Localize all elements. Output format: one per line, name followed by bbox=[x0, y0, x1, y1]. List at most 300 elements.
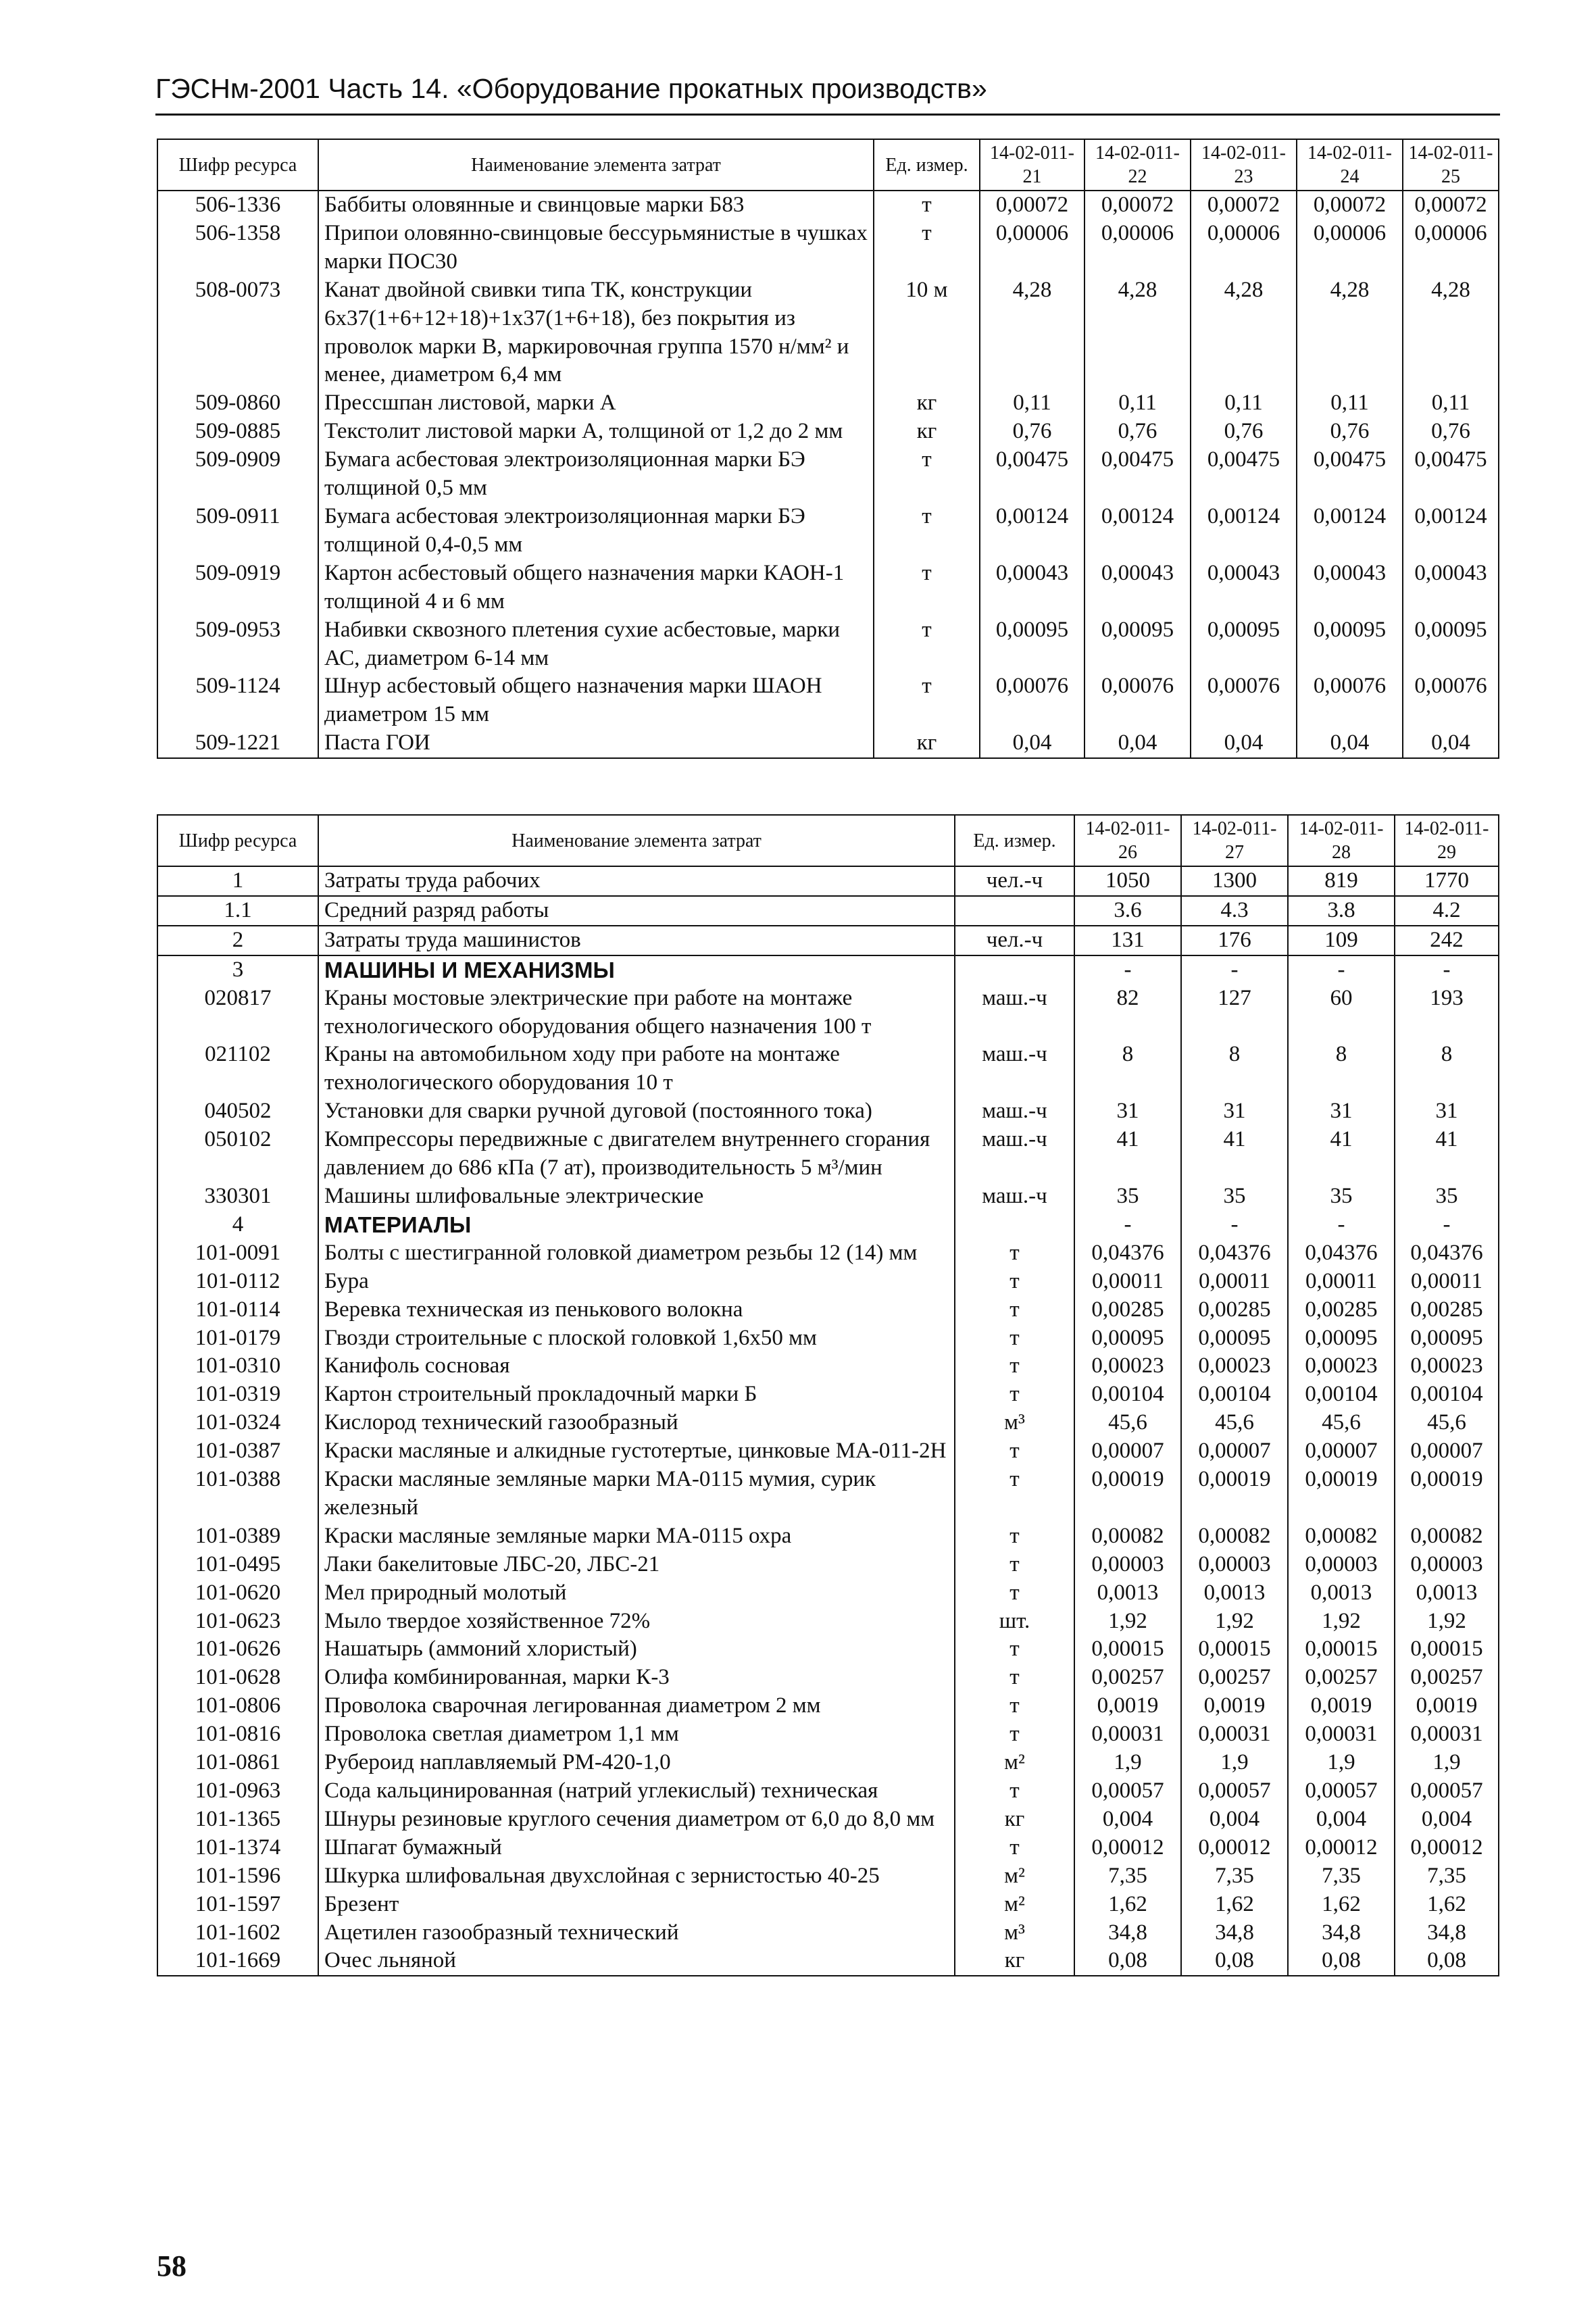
cell-unit: т bbox=[955, 1834, 1074, 1862]
cell-resource-code: 509-0885 bbox=[157, 418, 318, 446]
table-row bbox=[157, 1268, 1499, 1296]
cell-norm-value: 127 bbox=[1181, 985, 1288, 1041]
cell-norm-value: 0,08 bbox=[1288, 1947, 1395, 1976]
table-row bbox=[157, 866, 1499, 896]
table-row bbox=[157, 418, 1499, 446]
resource-table-1 bbox=[157, 139, 1499, 759]
cell-item-name: Шнур асбестовый общего назначения марки ШАОН диаметром 15 мм bbox=[318, 672, 874, 729]
table-row bbox=[157, 446, 1499, 503]
cell-norm-value: 0,00095 bbox=[1074, 1324, 1181, 1353]
cell-norm-value: 8 bbox=[1181, 1041, 1288, 1097]
cell-norm-value: 0,00006 bbox=[1084, 220, 1191, 276]
table-row bbox=[157, 896, 1499, 926]
cell-norm-value: 0,00104 bbox=[1074, 1380, 1181, 1409]
table-row bbox=[157, 1777, 1499, 1806]
col-header-norm: 14-02-011-24 bbox=[1297, 139, 1403, 191]
cell-norm-value: 0,00124 bbox=[1191, 503, 1297, 559]
cell-resource-code: 101-0091 bbox=[157, 1239, 318, 1268]
cell-norm-value: 0,00475 bbox=[980, 446, 1084, 503]
cell-norm-value: 0,00023 bbox=[1181, 1352, 1288, 1380]
cell-norm-value: 34,8 bbox=[1288, 1919, 1395, 1947]
col-header-norm: 14-02-011-26 bbox=[1074, 815, 1181, 866]
cell-norm-value: 35 bbox=[1288, 1183, 1395, 1211]
cell-norm-value: 0,00095 bbox=[1288, 1324, 1395, 1353]
cell-item-name: Текстолит листовой марки А, толщиной от 1,2 до 2 мм bbox=[318, 418, 874, 446]
cell-resource-code: 101-0816 bbox=[157, 1720, 318, 1749]
cell-norm-value: 41 bbox=[1288, 1126, 1395, 1183]
cell-resource-code: 101-0628 bbox=[157, 1664, 318, 1692]
cell-resource-code: 101-0324 bbox=[157, 1409, 318, 1437]
cell-norm-value: 4,28 bbox=[1403, 276, 1499, 390]
cell-norm-value: 0,00475 bbox=[1084, 446, 1191, 503]
cell-norm-value: 4,28 bbox=[1084, 276, 1191, 390]
table-row bbox=[157, 559, 1499, 616]
cell-resource-code: 040502 bbox=[157, 1097, 318, 1126]
cell-norm-value: 0,00285 bbox=[1181, 1296, 1288, 1324]
cell-unit: т bbox=[874, 503, 980, 559]
table-row bbox=[157, 1919, 1499, 1947]
cell-item-name: Шпагат бумажный bbox=[318, 1834, 955, 1862]
cell-norm-value: 0,04 bbox=[1403, 729, 1499, 758]
cell-resource-code: 509-0953 bbox=[157, 616, 318, 673]
cell-norm-value: 1,9 bbox=[1395, 1749, 1499, 1777]
cell-resource-code: 101-0495 bbox=[157, 1551, 318, 1579]
cell-norm-value: 0,00095 bbox=[1191, 616, 1297, 673]
cell-norm-value: 0,00006 bbox=[1191, 220, 1297, 276]
cell-unit: т bbox=[955, 1239, 1074, 1268]
cell-norm-value: 0,00015 bbox=[1288, 1635, 1395, 1664]
cell-resource-code: 101-1374 bbox=[157, 1834, 318, 1862]
cell-norm-value: 0,00257 bbox=[1288, 1664, 1395, 1692]
col-header-code: Шифр ресурса bbox=[157, 139, 318, 191]
cell-norm-value: 0,00285 bbox=[1074, 1296, 1181, 1324]
cell-norm-value: 0,00019 bbox=[1395, 1466, 1499, 1522]
cell-item-name: МАТЕРИАЛЫ bbox=[318, 1211, 955, 1239]
cell-resource-code: 4 bbox=[157, 1211, 318, 1239]
col-header-norm: 14-02-011-22 bbox=[1084, 139, 1191, 191]
table-row bbox=[157, 729, 1499, 758]
col-header-norm: 14-02-011-21 bbox=[980, 139, 1084, 191]
table-row bbox=[157, 1352, 1499, 1380]
cell-item-name: Краски масляные земляные марки МА-0115 охра bbox=[318, 1522, 955, 1551]
cell-resource-code: 509-1221 bbox=[157, 729, 318, 758]
table-row bbox=[157, 276, 1499, 390]
cell-norm-value: 7,35 bbox=[1181, 1862, 1288, 1891]
cell-item-name: Средний разряд работы bbox=[318, 896, 955, 926]
cell-norm-value: 0,00475 bbox=[1297, 446, 1403, 503]
cell-item-name: Веревка техническая из пенькового волокна bbox=[318, 1296, 955, 1324]
cell-norm-value: 45,6 bbox=[1181, 1409, 1288, 1437]
cell-norm-value: 0,00015 bbox=[1074, 1635, 1181, 1664]
cell-item-name: Установки для сварки ручной дуговой (постоянного тока) bbox=[318, 1097, 955, 1126]
cell-unit: т bbox=[955, 1692, 1074, 1720]
cell-unit: т bbox=[874, 191, 980, 220]
cell-norm-value: 0,08 bbox=[1395, 1947, 1499, 1976]
cell-norm-value: 1,9 bbox=[1181, 1749, 1288, 1777]
cell-norm-value: 0,00095 bbox=[1084, 616, 1191, 673]
cell-resource-code: 101-0387 bbox=[157, 1437, 318, 1466]
cell-unit: т bbox=[955, 1268, 1074, 1296]
cell-unit bbox=[955, 896, 1074, 926]
cell-item-name: Краски масляные земляные марки МА-0115 мумия, сурик железный bbox=[318, 1466, 955, 1522]
cell-norm-value: 0,00076 bbox=[1403, 672, 1499, 729]
cell-item-name: Паста ГОИ bbox=[318, 729, 874, 758]
cell-resource-code: 509-0909 bbox=[157, 446, 318, 503]
cell-norm-value: 0,00003 bbox=[1288, 1551, 1395, 1579]
col-header-unit: Ед. измер. bbox=[955, 815, 1074, 866]
cell-norm-value: 1,62 bbox=[1395, 1891, 1499, 1919]
cell-norm-value: 7,35 bbox=[1288, 1862, 1395, 1891]
cell-unit: м³ bbox=[955, 1919, 1074, 1947]
cell-norm-value: 0,04 bbox=[1297, 729, 1403, 758]
cell-norm-value: 0,00072 bbox=[1191, 191, 1297, 220]
cell-norm-value: 0,00072 bbox=[1084, 191, 1191, 220]
cell-norm-value: 0,00043 bbox=[980, 559, 1084, 616]
cell-resource-code: 050102 bbox=[157, 1126, 318, 1183]
table-row bbox=[157, 1862, 1499, 1891]
cell-norm-value: 0,00124 bbox=[1297, 503, 1403, 559]
cell-norm-value: 0,004 bbox=[1074, 1806, 1181, 1834]
cell-unit: т bbox=[955, 1777, 1074, 1806]
cell-item-name: Компрессоры передвижные с двигателем внутреннего сгорания давлением до 686 кПа (7 ат), производительность 5 м³/мин bbox=[318, 1126, 955, 1183]
cell-resource-code: 506-1358 bbox=[157, 220, 318, 276]
cell-norm-value: 0,04376 bbox=[1074, 1239, 1181, 1268]
cell-norm-value: 4,28 bbox=[1191, 276, 1297, 390]
cell-norm-value: 0,76 bbox=[1084, 418, 1191, 446]
table-row bbox=[157, 1522, 1499, 1551]
cell-norm-value: 0,00011 bbox=[1074, 1268, 1181, 1296]
cell-norm-value: 0,00285 bbox=[1395, 1296, 1499, 1324]
cell-norm-value: 0,00095 bbox=[1403, 616, 1499, 673]
cell-norm-value: 0,00104 bbox=[1288, 1380, 1395, 1409]
cell-unit: чел.-ч bbox=[955, 866, 1074, 896]
table-row bbox=[157, 1409, 1499, 1437]
table-row bbox=[157, 1664, 1499, 1692]
cell-norm-value: 0,00011 bbox=[1181, 1268, 1288, 1296]
cell-norm-value: 41 bbox=[1074, 1126, 1181, 1183]
cell-unit: м³ bbox=[955, 1409, 1074, 1437]
cell-unit: т bbox=[955, 1551, 1074, 1579]
cell-unit: т bbox=[874, 672, 980, 729]
table-body bbox=[157, 191, 1499, 758]
cell-norm-value: 0,0013 bbox=[1074, 1579, 1181, 1608]
table-row bbox=[157, 1380, 1499, 1409]
col-header-norm: 14-02-011-28 bbox=[1288, 815, 1395, 866]
cell-resource-code: 101-1596 bbox=[157, 1862, 318, 1891]
cell-norm-value: 1,62 bbox=[1181, 1891, 1288, 1919]
cell-unit bbox=[955, 955, 1074, 985]
cell-norm-value: 60 bbox=[1288, 985, 1395, 1041]
cell-unit: кг bbox=[874, 389, 980, 418]
cell-norm-value: 0,00012 bbox=[1395, 1834, 1499, 1862]
cell-norm-value: 176 bbox=[1181, 926, 1288, 955]
table-row bbox=[157, 1324, 1499, 1353]
cell-resource-code: 101-0626 bbox=[157, 1635, 318, 1664]
cell-norm-value: 1,92 bbox=[1181, 1608, 1288, 1636]
cell-norm-value: 0,00003 bbox=[1181, 1551, 1288, 1579]
cell-unit: маш.-ч bbox=[955, 1126, 1074, 1183]
table-row bbox=[157, 1834, 1499, 1862]
page-number: 58 bbox=[157, 2249, 186, 2283]
cell-norm-value: 0,00019 bbox=[1181, 1466, 1288, 1522]
cell-norm-value: 34,8 bbox=[1181, 1919, 1288, 1947]
cell-norm-value: 0,0019 bbox=[1395, 1692, 1499, 1720]
col-header-unit: Ед. измер. bbox=[874, 139, 980, 191]
cell-norm-value: 0,00003 bbox=[1074, 1551, 1181, 1579]
table-row bbox=[157, 1806, 1499, 1834]
cell-norm-value: 0,11 bbox=[1084, 389, 1191, 418]
col-header-code: Шифр ресурса bbox=[157, 815, 318, 866]
cell-unit: шт. bbox=[955, 1608, 1074, 1636]
cell-norm-value: 41 bbox=[1395, 1126, 1499, 1183]
cell-resource-code: 509-0919 bbox=[157, 559, 318, 616]
cell-norm-value: 0,04376 bbox=[1288, 1239, 1395, 1268]
table-row bbox=[157, 1437, 1499, 1466]
cell-item-name: Бумага асбестовая электроизоляционная марки БЭ толщиной 0,4-0,5 мм bbox=[318, 503, 874, 559]
cell-unit: м² bbox=[955, 1862, 1074, 1891]
cell-unit: т bbox=[874, 220, 980, 276]
cell-norm-value: 0,004 bbox=[1288, 1806, 1395, 1834]
cell-norm-value: 0,00043 bbox=[1191, 559, 1297, 616]
cell-item-name: Проволока светлая диаметром 1,1 мм bbox=[318, 1720, 955, 1749]
cell-item-name: Бура bbox=[318, 1268, 955, 1296]
cell-resource-code: 101-0806 bbox=[157, 1692, 318, 1720]
table-row bbox=[157, 1720, 1499, 1749]
cell-item-name: Бумага асбестовая электроизоляционная марки БЭ толщиной 0,5 мм bbox=[318, 446, 874, 503]
cell-norm-value: 35 bbox=[1181, 1183, 1288, 1211]
cell-norm-value: 31 bbox=[1181, 1097, 1288, 1126]
table-row bbox=[157, 1692, 1499, 1720]
table-row bbox=[157, 503, 1499, 559]
cell-norm-value: 31 bbox=[1288, 1097, 1395, 1126]
cell-norm-value: 0,00043 bbox=[1297, 559, 1403, 616]
col-header-norm: 14-02-011-23 bbox=[1191, 139, 1297, 191]
col-header-name: Наименование элемента затрат bbox=[318, 139, 874, 191]
cell-norm-value: 0,00031 bbox=[1074, 1720, 1181, 1749]
cell-unit: т bbox=[874, 559, 980, 616]
cell-norm-value: 0,04376 bbox=[1181, 1239, 1288, 1268]
cell-resource-code: 509-1124 bbox=[157, 672, 318, 729]
cell-resource-code: 101-0623 bbox=[157, 1608, 318, 1636]
table-row bbox=[157, 985, 1499, 1041]
cell-item-name: Картон асбестовый общего назначения марки КАОН-1 толщиной 4 и 6 мм bbox=[318, 559, 874, 616]
cell-resource-code: 101-0179 bbox=[157, 1324, 318, 1353]
cell-norm-value: 0,76 bbox=[980, 418, 1084, 446]
cell-norm-value: 0,00023 bbox=[1395, 1352, 1499, 1380]
cell-item-name: Затраты труда машинистов bbox=[318, 926, 955, 955]
cell-resource-code: 508-0073 bbox=[157, 276, 318, 390]
cell-norm-value: 0,004 bbox=[1181, 1806, 1288, 1834]
cell-norm-value: 0,76 bbox=[1403, 418, 1499, 446]
col-header-norm: 14-02-011-29 bbox=[1395, 815, 1499, 866]
cell-unit: кг bbox=[955, 1947, 1074, 1976]
cell-item-name: Гвозди строительные с плоской головкой 1,6x50 мм bbox=[318, 1324, 955, 1353]
cell-resource-code: 2 bbox=[157, 926, 318, 955]
cell-norm-value: 0,08 bbox=[1181, 1947, 1288, 1976]
cell-norm-value: 0,00095 bbox=[1395, 1324, 1499, 1353]
cell-norm-value: 0,08 bbox=[1074, 1947, 1181, 1976]
cell-unit: т bbox=[874, 446, 980, 503]
table-row bbox=[157, 389, 1499, 418]
cell-norm-value: 0,00007 bbox=[1074, 1437, 1181, 1466]
cell-norm-value: 8 bbox=[1288, 1041, 1395, 1097]
cell-resource-code: 3 bbox=[157, 955, 318, 985]
cell-item-name: Нашатырь (аммоний хлористый) bbox=[318, 1635, 955, 1664]
cell-norm-value: 0,00043 bbox=[1403, 559, 1499, 616]
cell-norm-value: 35 bbox=[1074, 1183, 1181, 1211]
cell-norm-value: 131 bbox=[1074, 926, 1181, 955]
cell-item-name: Припои оловянно-свинцовые бессурьмянистые в чушках марки ПОС30 bbox=[318, 220, 874, 276]
cell-resource-code: 101-0310 bbox=[157, 1352, 318, 1380]
cell-resource-code: 1.1 bbox=[157, 896, 318, 926]
cell-norm-value: 45,6 bbox=[1074, 1409, 1181, 1437]
table-row bbox=[157, 1635, 1499, 1664]
cell-norm-value: 0,00011 bbox=[1395, 1268, 1499, 1296]
cell-norm-value: 0,00019 bbox=[1288, 1466, 1395, 1522]
cell-norm-value: 0,00076 bbox=[1191, 672, 1297, 729]
cell-norm-value: 0,00082 bbox=[1395, 1522, 1499, 1551]
cell-resource-code: 101-0861 bbox=[157, 1749, 318, 1777]
cell-norm-value: 0,00011 bbox=[1288, 1268, 1395, 1296]
cell-unit: т bbox=[955, 1522, 1074, 1551]
table-row bbox=[157, 1947, 1499, 1976]
cell-norm-value: 1,62 bbox=[1288, 1891, 1395, 1919]
cell-norm-value: 1,62 bbox=[1074, 1891, 1181, 1919]
cell-norm-value: 0,00124 bbox=[980, 503, 1084, 559]
cell-resource-code: 509-0860 bbox=[157, 389, 318, 418]
cell-norm-value: 0,00095 bbox=[1181, 1324, 1288, 1353]
cell-item-name: Краны на автомобильном ходу при работе на монтаже технологического оборудования 10 т bbox=[318, 1041, 955, 1097]
cell-resource-code: 101-1669 bbox=[157, 1947, 318, 1976]
cell-norm-value: 0,0013 bbox=[1288, 1579, 1395, 1608]
cell-item-name: Затраты труда рабочих bbox=[318, 866, 955, 896]
cell-resource-code: 509-0911 bbox=[157, 503, 318, 559]
cell-item-name: Машины шлифовальные электрические bbox=[318, 1183, 955, 1211]
table-row bbox=[157, 1041, 1499, 1097]
cell-norm-value: - bbox=[1074, 955, 1181, 985]
cell-unit: м² bbox=[955, 1891, 1074, 1919]
cell-norm-value: 0,00006 bbox=[1403, 220, 1499, 276]
cell-unit: т bbox=[955, 1380, 1074, 1409]
cell-unit: маш.-ч bbox=[955, 1097, 1074, 1126]
cell-norm-value: 34,8 bbox=[1074, 1919, 1181, 1947]
cell-norm-value: 0,04 bbox=[1191, 729, 1297, 758]
table-row bbox=[157, 672, 1499, 729]
cell-norm-value: 1770 bbox=[1395, 866, 1499, 896]
table-row bbox=[157, 1608, 1499, 1636]
cell-norm-value: 1,92 bbox=[1395, 1608, 1499, 1636]
cell-norm-value: 82 bbox=[1074, 985, 1181, 1041]
table-row bbox=[157, 1183, 1499, 1211]
cell-norm-value: 0,00057 bbox=[1181, 1777, 1288, 1806]
cell-norm-value: 819 bbox=[1288, 866, 1395, 896]
cell-norm-value: 4.2 bbox=[1395, 896, 1499, 926]
cell-norm-value: 0,0019 bbox=[1074, 1692, 1181, 1720]
cell-norm-value: 0,11 bbox=[1191, 389, 1297, 418]
cell-norm-value: 193 bbox=[1395, 985, 1499, 1041]
cell-norm-value: 0,00031 bbox=[1395, 1720, 1499, 1749]
cell-norm-value: 0,00475 bbox=[1403, 446, 1499, 503]
cell-norm-value: 0,76 bbox=[1191, 418, 1297, 446]
cell-norm-value: - bbox=[1181, 1211, 1288, 1239]
col-header-norm: 14-02-011-25 bbox=[1403, 139, 1499, 191]
cell-norm-value: 0,00007 bbox=[1181, 1437, 1288, 1466]
cell-item-name: Ацетилен газообразный технический bbox=[318, 1919, 955, 1947]
cell-norm-value: 0,11 bbox=[1403, 389, 1499, 418]
cell-unit: т bbox=[955, 1296, 1074, 1324]
cell-unit: кг bbox=[955, 1806, 1074, 1834]
cell-norm-value: 242 bbox=[1395, 926, 1499, 955]
cell-item-name: Картон строительный прокладочный марки Б bbox=[318, 1380, 955, 1409]
resource-table-2 bbox=[157, 814, 1499, 1976]
cell-norm-value: 0,76 bbox=[1297, 418, 1403, 446]
cell-norm-value: 0,00076 bbox=[1084, 672, 1191, 729]
cell-norm-value: 0,00095 bbox=[980, 616, 1084, 673]
cell-unit: т bbox=[955, 1352, 1074, 1380]
cell-norm-value: 0,00082 bbox=[1288, 1522, 1395, 1551]
cell-norm-value: 0,00015 bbox=[1395, 1635, 1499, 1664]
table-row bbox=[157, 1126, 1499, 1183]
page-header-title: ГЭСНм-2001 Часть 14. «Оборудование прокатных производств» bbox=[155, 73, 987, 104]
cell-item-name: Шкурка шлифовальная двухслойная с зернистостью 40-25 bbox=[318, 1862, 955, 1891]
cell-norm-value: 0,00257 bbox=[1181, 1664, 1288, 1692]
cell-norm-value: 0,0013 bbox=[1395, 1579, 1499, 1608]
cell-norm-value: 0,00057 bbox=[1288, 1777, 1395, 1806]
cell-norm-value: 0,00257 bbox=[1074, 1664, 1181, 1692]
cell-item-name: МАШИНЫ И МЕХАНИЗМЫ bbox=[318, 955, 955, 985]
cell-item-name: Канифоль сосновая bbox=[318, 1352, 955, 1380]
cell-unit: м² bbox=[955, 1749, 1074, 1777]
table-row bbox=[157, 191, 1499, 220]
table-row bbox=[157, 955, 1499, 985]
cell-item-name: Очес льняной bbox=[318, 1947, 955, 1976]
cell-resource-code: 101-1602 bbox=[157, 1919, 318, 1947]
cell-item-name: Олифа комбинированная, марки К-3 bbox=[318, 1664, 955, 1692]
cell-norm-value: 1,9 bbox=[1074, 1749, 1181, 1777]
cell-norm-value: 0,00104 bbox=[1395, 1380, 1499, 1409]
cell-resource-code: 101-0620 bbox=[157, 1579, 318, 1608]
cell-unit: чел.-ч bbox=[955, 926, 1074, 955]
cell-norm-value: 0,00006 bbox=[1297, 220, 1403, 276]
cell-norm-value: 0,00007 bbox=[1288, 1437, 1395, 1466]
cell-item-name: Баббиты оловянные и свинцовые марки Б83 bbox=[318, 191, 874, 220]
header-divider bbox=[155, 114, 1500, 116]
cell-item-name: Кислород технический газообразный bbox=[318, 1409, 955, 1437]
table-row bbox=[157, 1551, 1499, 1579]
cell-resource-code: 101-0388 bbox=[157, 1466, 318, 1522]
cell-resource-code: 021102 bbox=[157, 1041, 318, 1097]
cell-norm-value: 0,00057 bbox=[1395, 1777, 1499, 1806]
cell-item-name: Краски масляные и алкидные густотертые, цинковые МА-011-2Н bbox=[318, 1437, 955, 1466]
cell-item-name: Брезент bbox=[318, 1891, 955, 1919]
cell-resource-code: 101-0319 bbox=[157, 1380, 318, 1409]
cell-norm-value: 1,9 bbox=[1288, 1749, 1395, 1777]
cell-item-name: Мел природный молотый bbox=[318, 1579, 955, 1608]
cell-norm-value: 0,00095 bbox=[1297, 616, 1403, 673]
cell-unit: т bbox=[955, 1324, 1074, 1353]
cell-norm-value: - bbox=[1288, 955, 1395, 985]
cell-norm-value: 0,00015 bbox=[1181, 1635, 1288, 1664]
cell-norm-value: 0,00003 bbox=[1395, 1551, 1499, 1579]
cell-unit: 10 м bbox=[874, 276, 980, 390]
table-row bbox=[157, 616, 1499, 673]
table-row bbox=[157, 926, 1499, 955]
cell-norm-value: 34,8 bbox=[1395, 1919, 1499, 1947]
cell-norm-value: - bbox=[1074, 1211, 1181, 1239]
cell-norm-value: - bbox=[1395, 955, 1499, 985]
cell-norm-value: 0,0013 bbox=[1181, 1579, 1288, 1608]
cell-norm-value: 0,11 bbox=[980, 389, 1084, 418]
